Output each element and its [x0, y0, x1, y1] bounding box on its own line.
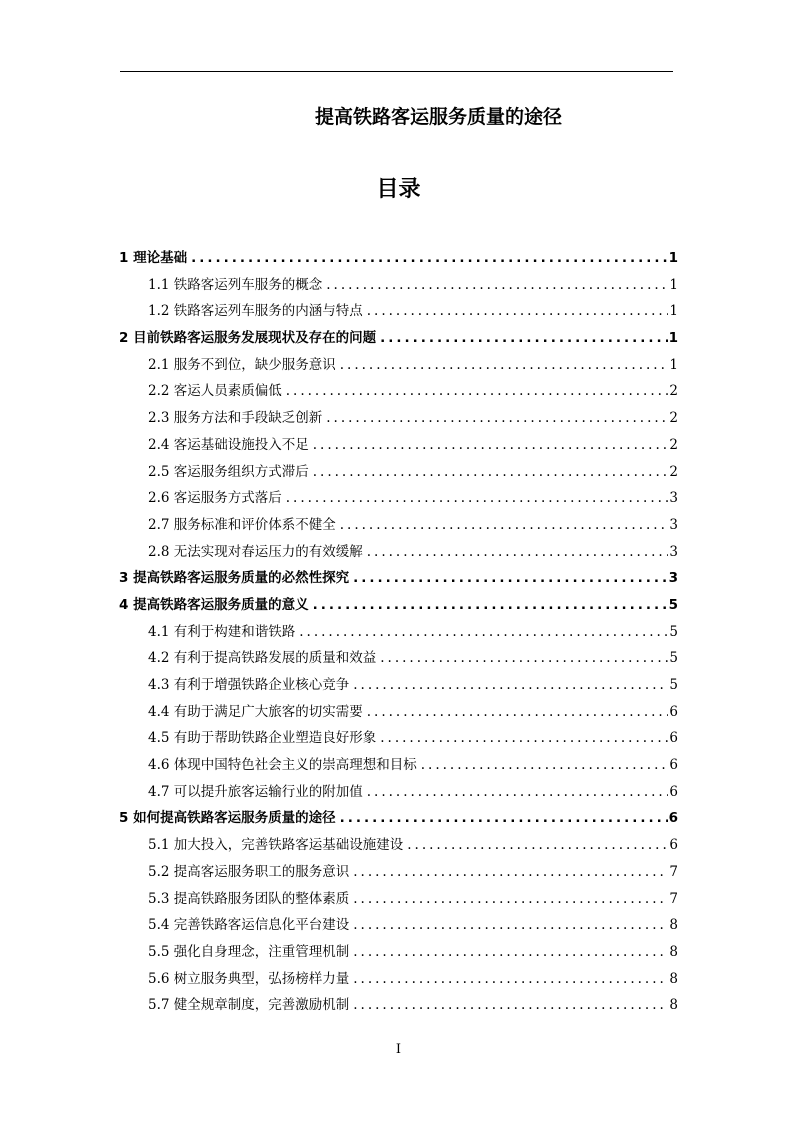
toc-entry-title: 2.2 客运人员素质偏低 [148, 383, 282, 400]
toc-entry-section[interactable] [119, 378, 678, 405]
toc-entry-page: 2 [669, 410, 678, 427]
toc-entry-page: 5 [668, 596, 678, 613]
toc-entry-page: 6 [669, 783, 678, 800]
toc-entry-title: 2.1 服务不到位，缺少服务意识 [148, 356, 336, 373]
toc-leader-dots [322, 272, 668, 299]
toc-leader-dots [363, 539, 668, 566]
toc-entry-section[interactable] [119, 725, 678, 752]
toc-entry-title: 4.4 有助于满足广大旅客的切实需要 [148, 703, 363, 720]
toc-entry-title: 3 提高铁路客运服务质量的必然性探究 [119, 570, 350, 587]
toc-leader-dots [363, 779, 668, 806]
toc-entry-title: 4.7 可以提升旅客运输行业的附加值 [148, 783, 363, 800]
toc-leader-dots [376, 645, 668, 672]
toc-entry-page: 8 [669, 917, 678, 934]
toc-entry-page: 6 [668, 810, 678, 827]
toc-leader-dots [349, 859, 668, 886]
toc-entry-page: 3 [669, 543, 678, 560]
toc-entry-title: 2.5 客运服务组织方式滞后 [148, 463, 309, 480]
toc-entry-title: 2.7 服务标准和评价体系不健全 [148, 516, 336, 533]
toc-leader-dots [349, 672, 668, 699]
toc-entry-section[interactable] [119, 352, 678, 379]
toc-entry-title: 5.1 加大投入，完善铁路客运基础设施建设 [148, 837, 404, 854]
toc-entry-section[interactable] [119, 859, 678, 886]
toc-entry-section[interactable] [119, 672, 678, 699]
toc-entry-section[interactable] [119, 485, 678, 512]
toc-entry-title: 2.6 客运服务方式落后 [148, 490, 282, 507]
toc-entry-section[interactable] [119, 966, 678, 993]
toc-entry-section[interactable] [119, 405, 678, 432]
toc-entry-chapter[interactable] [119, 805, 678, 832]
toc-entry-section[interactable] [119, 298, 678, 325]
toc-leader-dots [282, 378, 668, 405]
toc-leader-dots [336, 352, 668, 379]
toc-entry-section[interactable] [119, 619, 678, 646]
toc-entry-title: 5 如何提高铁路客运服务质量的途径 [119, 810, 336, 827]
toc-leader-dots [309, 432, 668, 459]
toc-entry-title: 2.4 客运基础设施投入不足 [148, 436, 309, 453]
toc-entry-section[interactable] [119, 886, 678, 913]
toc-entry-section[interactable] [119, 459, 678, 486]
toc-entry-section[interactable] [119, 752, 678, 779]
toc-entry-section[interactable] [119, 272, 678, 299]
toc-leader-dots [376, 725, 668, 752]
toc-entry-title: 5.2 提高客运服务职工的服务意识 [148, 863, 350, 880]
toc-entry-title: 4.5 有助于帮助铁路企业塑造良好形象 [148, 730, 377, 747]
toc-entry-page: 6 [669, 730, 678, 747]
toc-leader-dots [349, 912, 668, 939]
toc-entry-title: 2.3 服务方法和手段缺乏创新 [148, 410, 323, 427]
toc-leader-dots [363, 298, 668, 325]
document-title: 提高铁路客运服务质量的途径 [314, 106, 562, 128]
toc-entry-section[interactable] [119, 699, 678, 726]
page-number: I [395, 1042, 402, 1057]
toc-entry-title: 4.3 有利于增强铁路企业核心竞争 [148, 677, 350, 693]
toc-entry-page: 1 [668, 250, 678, 266]
toc-entry-title: 5.6 树立服务典型，弘扬榜样力量 [148, 970, 350, 987]
toc-entry-page: 5 [669, 677, 678, 693]
toc-entry-page: 6 [669, 757, 678, 774]
toc-leader-dots [349, 992, 668, 1019]
toc-entry-page: 2 [669, 383, 678, 400]
toc-entry-section[interactable] [119, 912, 678, 939]
toc-entry-page: 3 [669, 490, 678, 507]
toc-entry-page: 1 [669, 303, 678, 320]
toc-entry-page: 1 [669, 276, 678, 293]
toc-entry-page: 5 [669, 623, 678, 640]
toc-entry-page: 7 [669, 863, 678, 880]
toc-leader-dots [322, 405, 668, 432]
toc-entry-chapter[interactable] [119, 592, 678, 619]
toc-leader-dots [336, 805, 668, 832]
toc-leader-dots [363, 699, 668, 726]
toc-entry-title: 4 提高铁路客运服务质量的意义 [119, 596, 309, 613]
toc-entry-section[interactable] [119, 432, 678, 459]
toc-entry-page: 6 [669, 837, 678, 854]
toc-leader-dots [376, 325, 668, 352]
toc-leader-dots [187, 245, 668, 272]
toc-leader-dots [349, 886, 668, 913]
toc-entry-page: 8 [669, 943, 678, 960]
toc-entry-section[interactable] [119, 939, 678, 966]
toc-entry-page: 3 [668, 570, 678, 587]
toc-entry-page: 2 [669, 436, 678, 453]
toc-entry-page: 8 [669, 970, 678, 987]
toc-entry-title: 1.1 铁路客运列车服务的概念 [148, 276, 323, 293]
toc-entry-page: 1 [669, 356, 678, 373]
toc-entry-chapter[interactable] [119, 325, 678, 352]
toc-entry-page: 1 [668, 330, 678, 347]
toc-leader-dots [349, 966, 668, 993]
toc-entry-title: 4.2 有利于提高铁路发展的质量和效益 [148, 650, 377, 667]
toc-entry-section[interactable] [119, 779, 678, 806]
toc-leader-dots [282, 485, 668, 512]
toc-leader-dots [309, 459, 668, 486]
toc-leader-dots [309, 592, 668, 619]
toc-leader-dots [295, 619, 668, 646]
toc-entry-page: 7 [669, 890, 678, 907]
toc-entry-section[interactable] [119, 832, 678, 859]
toc-entry-page: 5 [669, 650, 678, 667]
toc-entry-title: 5.5 强化自身理念，注重管理机制 [148, 943, 350, 960]
toc-entry-title: 4.6 体现中国特色社会主义的崇高理想和目标 [148, 757, 417, 774]
toc-leader-dots [403, 832, 668, 859]
toc-entry-page: 6 [669, 703, 678, 720]
toc-entry-title: 4.1 有利于构建和谐铁路 [148, 623, 296, 640]
toc-entry-section[interactable] [119, 992, 678, 1019]
toc-entry-title: 5.4 完善铁路客运信息化平台建设 [148, 917, 350, 934]
toc-entry-section[interactable] [119, 645, 678, 672]
toc-entry-section[interactable] [119, 512, 678, 539]
toc-leader-dots [349, 565, 668, 592]
toc-heading: 目录 [376, 177, 421, 202]
toc-entry-chapter[interactable] [119, 565, 678, 592]
toc-entry-page: 2 [669, 463, 678, 480]
toc-entry-section[interactable] [119, 539, 678, 566]
toc-entry-chapter[interactable] [119, 245, 678, 272]
toc-entry-page: 8 [669, 997, 678, 1014]
toc-leader-dots [349, 939, 668, 966]
table-of-contents [119, 245, 678, 1019]
toc-entry-title: 1.2 铁路客运列车服务的内涵与特点 [148, 303, 363, 320]
toc-entry-title: 1 理论基础 [119, 250, 188, 266]
toc-entry-page: 3 [669, 516, 678, 533]
toc-entry-title: 5.3 提高铁路服务团队的整体素质 [148, 890, 350, 907]
header-rule [120, 71, 673, 72]
toc-entry-title: 2 目前铁路客运服务发展现状及存在的问题 [119, 330, 377, 347]
toc-leader-dots [336, 512, 668, 539]
toc-leader-dots [417, 752, 668, 779]
toc-entry-title: 5.7 健全规章制度，完善激励机制 [148, 997, 350, 1014]
toc-entry-title: 2.8 无法实现对春运压力的有效缓解 [148, 543, 363, 560]
